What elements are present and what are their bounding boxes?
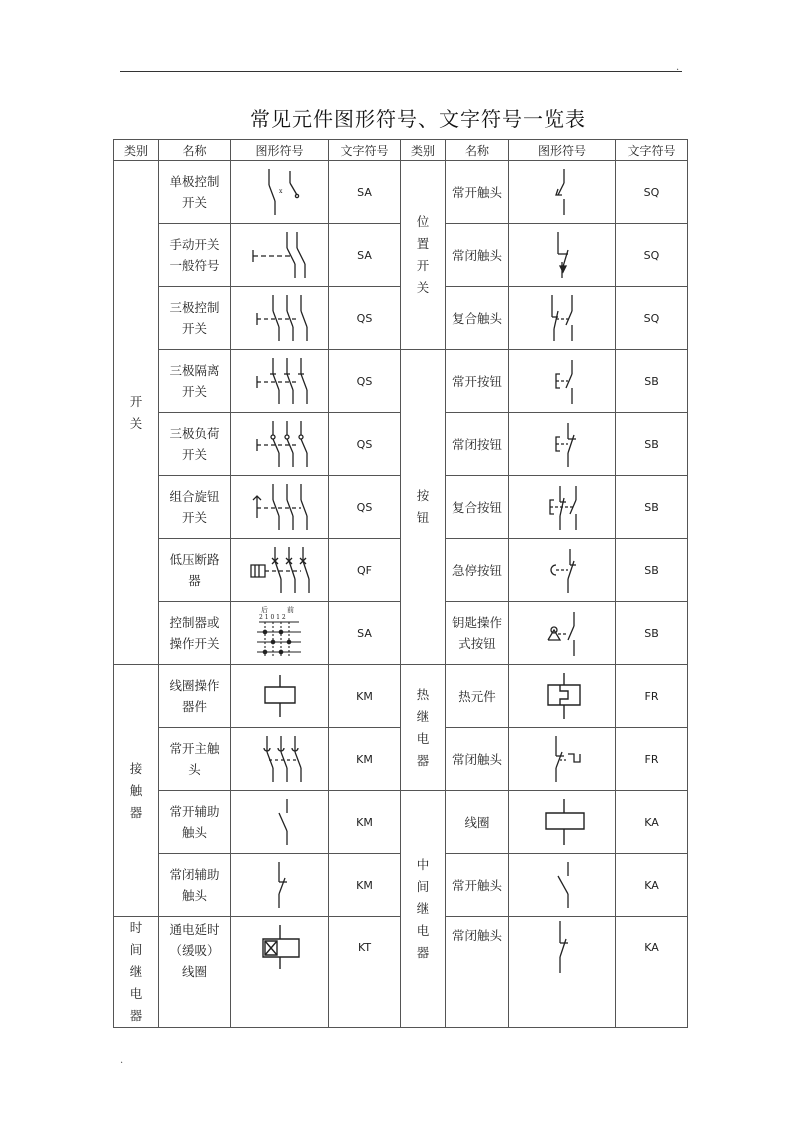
component-code: SB (616, 602, 688, 665)
three-pole-isolator-symbol (231, 350, 329, 413)
symbol-table (113, 139, 688, 1028)
category-switch: 开关 (114, 161, 159, 665)
aux-nc-contact-symbol (231, 854, 329, 917)
page-title: 常见元件图形符号、文字符号一览表 (250, 107, 586, 131)
emergency-stop-symbol (509, 539, 616, 602)
header-row (114, 140, 688, 161)
component-name: 热元件 (446, 665, 509, 728)
header-rule (120, 71, 682, 72)
component-code: SB (616, 413, 688, 476)
component-code: SQ (616, 224, 688, 287)
relay-no-contact-symbol (509, 854, 616, 917)
component-code: KM (329, 854, 401, 917)
manual-switch-symbol (231, 224, 329, 287)
relay-coil-symbol (509, 791, 616, 854)
component-name: 复合触头 (446, 287, 509, 350)
coil-symbol (231, 665, 329, 728)
component-name: 线圈操作器件 (159, 665, 231, 728)
header-code: 文字符号 (616, 140, 688, 161)
page-mark: . (120, 1055, 124, 1066)
main-no-contacts-symbol (231, 728, 329, 791)
component-code: SQ (616, 287, 688, 350)
limit-no-contact-symbol (509, 161, 616, 224)
component-name: 低压断路器 (159, 539, 231, 602)
component-code: SB (616, 350, 688, 413)
component-name: 常闭触头 (446, 728, 509, 791)
component-code: KA (616, 854, 688, 917)
thermal-element-symbol (509, 665, 616, 728)
component-name: 常开触头 (446, 854, 509, 917)
component-code: SQ (616, 161, 688, 224)
three-pole-control-switch-symbol (231, 287, 329, 350)
category-contactor: 接触器 (114, 665, 159, 917)
component-code: QS (329, 413, 401, 476)
component-code: FR (616, 728, 688, 791)
component-name: 组合旋钮开关 (159, 476, 231, 539)
table-row (114, 161, 688, 224)
component-name: 控制器或操作开关 (159, 602, 231, 665)
component-name: 三极控制开关 (159, 287, 231, 350)
header-name: 名称 (159, 140, 231, 161)
controller-symbol (231, 602, 329, 665)
component-name: 常开按钮 (446, 350, 509, 413)
component-name: 手动开关一般符号 (159, 224, 231, 287)
component-name: 常闭触头 (446, 917, 509, 1028)
svg-text:x: x (278, 188, 282, 195)
single-pole-switch-symbol (231, 161, 329, 224)
header-code: 文字符号 (329, 140, 401, 161)
component-name: 常闭辅助触头 (159, 854, 231, 917)
controller-front-label: 前 (286, 606, 294, 614)
circuit-breaker-symbol (231, 539, 329, 602)
aux-no-contact-symbol (231, 791, 329, 854)
component-code: QS (329, 476, 401, 539)
component-code: KA (616, 791, 688, 854)
component-code: KM (329, 728, 401, 791)
component-code: SA (329, 602, 401, 665)
key-button-symbol (509, 602, 616, 665)
table-row (114, 665, 688, 728)
three-pole-load-switch-symbol (231, 413, 329, 476)
component-name: 三极隔离开关 (159, 350, 231, 413)
header-symbol: 图形符号 (231, 140, 329, 161)
component-name: 常开辅助触头 (159, 791, 231, 854)
component-code: QF (329, 539, 401, 602)
category-intermediate-relay: 中间继电器 (401, 791, 446, 1028)
component-code: KT (329, 917, 401, 1028)
limit-nc-contact-symbol (509, 224, 616, 287)
component-code: SA (329, 224, 401, 287)
component-code: SA (329, 161, 401, 224)
component-name: 单极控制开关 (159, 161, 231, 224)
category-position-switch: 位置开关 (401, 161, 446, 350)
header-cat: 类别 (401, 140, 446, 161)
component-code: KM (329, 665, 401, 728)
component-name: 三极负荷开关 (159, 413, 231, 476)
component-name: 钥匙操作式按钮 (446, 602, 509, 665)
component-code: KA (616, 917, 688, 1028)
controller-position-numbers: 2 1 0 1 2 (258, 614, 286, 621)
component-name: 线圈 (446, 791, 509, 854)
component-code: QS (329, 350, 401, 413)
no-button-symbol (509, 350, 616, 413)
category-thermal-relay: 热继电器 (401, 665, 446, 791)
thermal-nc-contact-symbol (509, 728, 616, 791)
component-name: 常开触头 (446, 161, 509, 224)
relay-nc-contact-symbol (509, 917, 616, 1028)
rotary-switch-symbol (231, 476, 329, 539)
page-mark: . (676, 62, 680, 73)
on-delay-coil-symbol (231, 917, 329, 1028)
limit-compound-contact-symbol (509, 287, 616, 350)
nc-button-symbol (509, 413, 616, 476)
component-code: FR (616, 665, 688, 728)
header-symbol: 图形符号 (509, 140, 616, 161)
component-code: SB (616, 539, 688, 602)
component-name: 复合按钮 (446, 476, 509, 539)
table-row (114, 350, 688, 413)
component-name: 通电延时（缓吸）线圈 (159, 917, 231, 1028)
component-name: 常闭按钮 (446, 413, 509, 476)
component-name: 常开主触头 (159, 728, 231, 791)
controller-back-label: 后 (260, 606, 268, 614)
table-row (114, 791, 688, 854)
header-cat: 类别 (114, 140, 159, 161)
category-time-relay: 时间继电器 (114, 917, 159, 1028)
component-name: 急停按钮 (446, 539, 509, 602)
component-code: KM (329, 791, 401, 854)
component-code: SB (616, 476, 688, 539)
component-name: 常闭触头 (446, 224, 509, 287)
component-code: QS (329, 287, 401, 350)
category-button: 按钮 (401, 350, 446, 665)
header-name: 名称 (446, 140, 509, 161)
compound-button-symbol (509, 476, 616, 539)
